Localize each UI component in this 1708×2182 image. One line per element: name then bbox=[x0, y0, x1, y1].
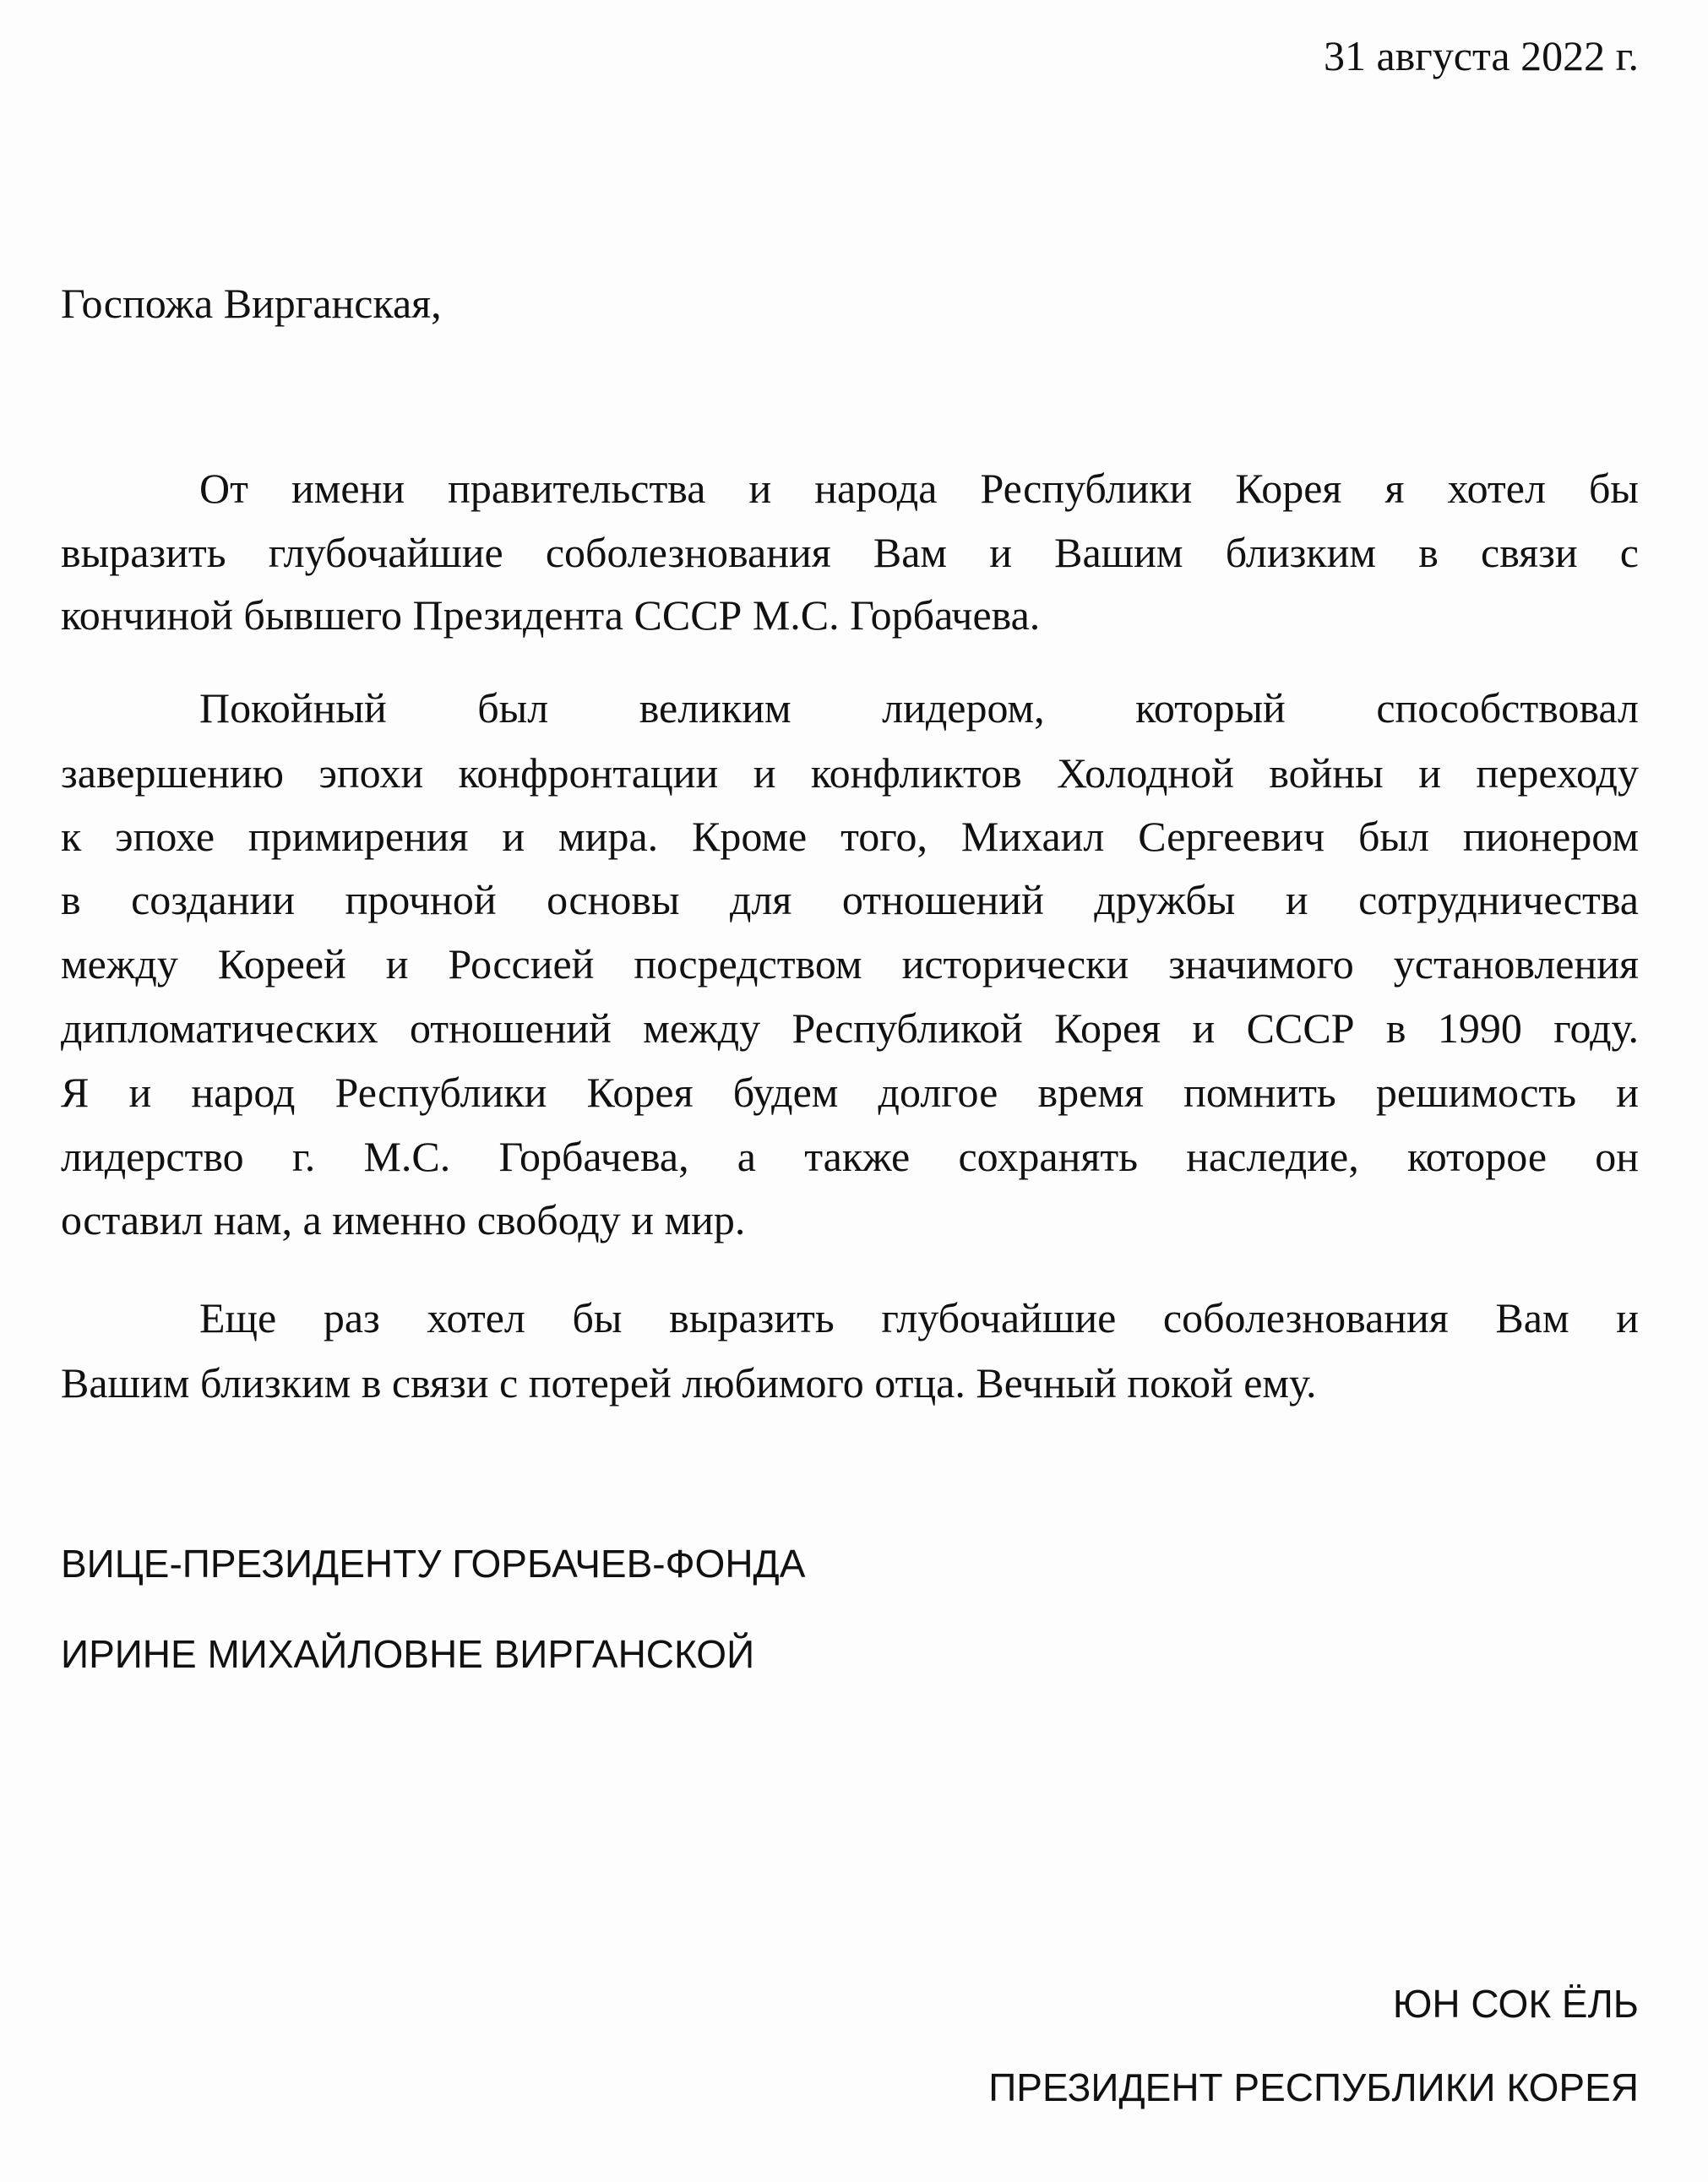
paragraph-line: От имени правительства и народа Республики Корея я хотел бы bbox=[199, 465, 1639, 512]
signatory-title: ПРЕЗИДЕНТ РЕСПУБЛИКИ КОРЕЯ bbox=[988, 2065, 1639, 2109]
paragraph-line: между Кореей и Россией посредством исторически значимого установления bbox=[61, 940, 1639, 988]
paragraph-line: завершению эпохи конфронтации и конфликтов Холодной войны и переходу bbox=[61, 749, 1639, 797]
paragraph-line: дипломатических отношений между Республикой Корея и СССР в 1990 году. bbox=[61, 1004, 1639, 1052]
paragraph-line: Вашим близким в связи с потерей любимого отца. Вечный покой ему. bbox=[61, 1359, 1317, 1407]
paragraph-line: выразить глубочайшие соболезнования Вам и Вашим близким в связи с bbox=[61, 529, 1639, 576]
letter-date: 31 августа 2022 г. bbox=[1323, 32, 1639, 79]
salutation: Госпожа Вирганская, bbox=[61, 280, 442, 327]
paragraph-line: в создании прочной основы для отношений дружбы и сотрудничества bbox=[61, 876, 1639, 923]
paragraph-line: лидерство г. М.С. Горбачева, а также сохранять наследие, которое он bbox=[61, 1133, 1639, 1180]
paragraph-line: Еще раз хотел бы выразить глубочайшие соболезнования Вам и bbox=[199, 1294, 1639, 1341]
paragraph-line: кончиной бывшего Президента СССР М.С. Горбачева. bbox=[61, 591, 1041, 639]
paragraph-line: оставил нам, а именно свободу и мир. bbox=[61, 1196, 746, 1243]
paragraph-line: Покойный был великим лидером, который способствовал bbox=[199, 684, 1639, 732]
paragraph-line: к эпохе примирения и мира. Кроме того, Михаил Сергеевич был пионером bbox=[61, 813, 1639, 860]
addressee-title: ВИЦЕ-ПРЕЗИДЕНТУ ГОРБАЧЕВ-ФОНДА bbox=[61, 1542, 806, 1586]
signatory-name: ЮН СОК ЁЛЬ bbox=[1392, 1982, 1639, 2026]
paragraph-line: Я и народ Республики Корея будем долгое время помнить решимость и bbox=[61, 1069, 1639, 1116]
addressee-name: ИРИНЕ МИХАЙЛОВНЕ ВИРГАНСКОЙ bbox=[61, 1632, 755, 1676]
